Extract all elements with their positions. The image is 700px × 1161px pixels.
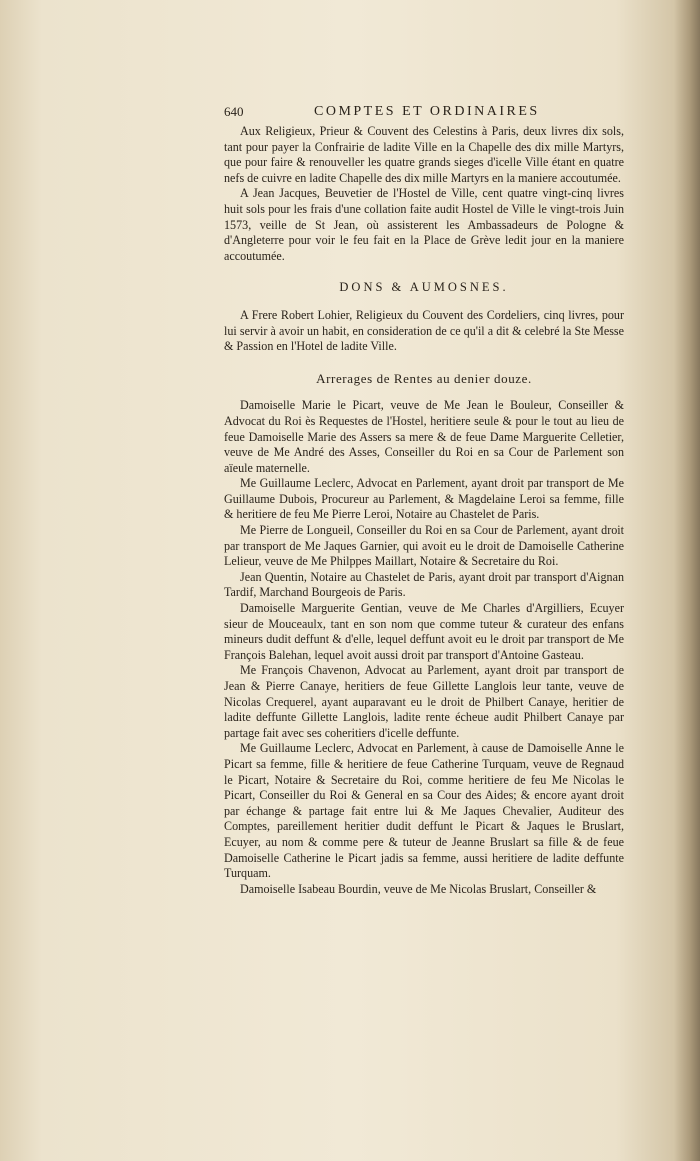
paragraph: Me François Chavenon, Advocat au Parlement, ayant droit par transport de Jean & Pierre Canaye, heritiers de feue Gillette Langlois leur tante, veuve de Nicolas Crequerel, ayant auparavant eu le droit de Philbert Canaye, heritier de ladite deffunte Gillette Langlois, ladite rente écheue audit Philbert Canaye par partage fait avec ses coheritiers d'icelle deffunte. [224,663,624,740]
running-head [224,104,624,122]
paragraph: Damoiselle Marguerite Gentian, veuve de Me Charles d'Argilliers, Ecuyer sieur de Mouceaulx, tant en son nom que comme tuteur & curateur des enfans mineurs dudit deffunt & d'elle, lequel deffunt avoit eu le droit par transport de Me François Balehan, lequel avoit aussi droit par transport d'Antoine Gasteau. [224,601,624,662]
paragraph: Damoiselle Marie le Picart, veuve de Me Jean le Bouleur, Conseiller & Advocat du Roi ès Requestes de l'Hostel, heritiere seule & pour le tout au lieu de feue Damoiselle Marie des Assers sa mere & de feue Dame Marguerite Celletier, veuve de Me André des Asses, Conseiller du Roi en sa Cour de Parlement son aïeule maternelle. [224,398,624,475]
page-number: 640 [224,104,244,119]
paragraph: Me Pierre de Longueil, Conseiller du Roi en sa Cour de Parlement, ayant droit par transport de Me Jaques Garnier, qui avoit eu le droit de Damoiselle Catherine Lelieur, veuve de Me Philppes Maillart, Notaire & Secretaire du Roi. [224,523,624,569]
section-heading-dons: DONS & AUMOSNES. [339,280,509,295]
text-block [224,104,624,897]
paragraph: Me Guillaume Leclerc, Advocat en Parlement, ayant droit par transport de Me Guillaume Dubois, Procureur au Parlement, & Magdelaine Leroi sa femme, fille & heritiere de feu Me Pierre Leroi, Notaire au Chastelet de Paris. [224,476,624,522]
paragraph: A Jean Jacques, Beuvetier de l'Hostel de Ville, cent quatre vingt-cinq livres huit sols pour les frais d'une collation faite audit Hostel de Ville le vingt-trois Juin 1573, veille de St Jean, où assisterent les Ambassadeurs de Pologne & d'Angleterre pour voir le feu fait en la Place de Grève ledit jour en la maniere accoutumée. [224,186,624,263]
paragraph: Aux Religieux, Prieur & Couvent des Celestins à Paris, deux livres dix sols, tant pour payer la Confrairie de ladite Ville en la Chapelle des dix mille Martyrs, que pour faire & renouveller les quatre grands sieges d'icelle Ville étant en quatre nefs de cuivre en ladite Chapelle des dix mille Martyrs en la maniere accoutumée. [224,124,624,185]
page-gutter-shadow [674,0,700,1161]
paragraph: Damoiselle Isabeau Bourdin, veuve de Me Nicolas Bruslart, Conseiller & [240,881,597,896]
paragraph: Me Guillaume Leclerc, Advocat en Parlement, à cause de Damoiselle Anne le Picart sa femme, fille & heritiere de feue Catherine Turquam, veuve de Regnaud le Picart, Notaire & Secretaire du Roi, comme heritiere de feu Me Nicolas le Picart, Conseiller du Roi & General en sa Cour des Aides; & encore ayant droit par échange & partage fait entre lui & Me Jaques Chevalier, Auditeur des Comptes, pareillement heritier dudit deffunt le Picart & Jaques le Bruslart, Ecuyer, au nom & comme pere & tuteur de Jeanne Bruslart sa fille & de feue Damoiselle Catherine le Picart jadis sa femme, aussi heritiere de ladite deffunte Turquam. [224,741,624,881]
section-heading-arrerages: Arrerages de Rentes au denier douze. [316,370,532,386]
running-title: COMPTES ET ORDINAIRES [314,104,540,119]
paragraph: A Frere Robert Lohier, Religieux du Couvent des Cordeliers, cinq livres, pour lui servir à avoir un habit, en consideration de ce qu'il a dit & celebré la Ste Messe & Passion en l'Hotel de ladite Ville. [224,307,624,354]
paragraph: Jean Quentin, Notaire au Chastelet de Paris, ayant droit par transport d'Aignan Tardif, Marchand Bourgeois de Paris. [224,569,624,600]
